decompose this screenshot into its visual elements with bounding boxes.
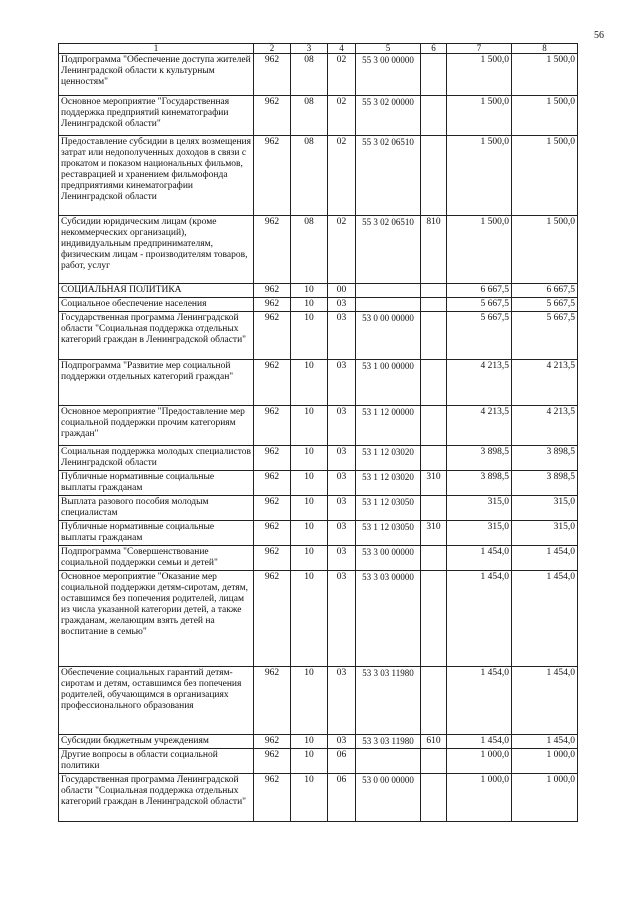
table-header-row — [59, 44, 578, 54]
table-row — [59, 667, 578, 735]
admin-code-cell: 962 — [254, 312, 291, 360]
subsection-cell: 06 — [328, 749, 356, 774]
header-cell: 4 — [328, 44, 356, 54]
table-row — [59, 136, 578, 216]
target-article-cell: 55 3 02 06510 — [356, 216, 421, 284]
row-name-cell: Социальная поддержка молодых специалистов Ленинградской области — [59, 446, 254, 471]
subsection-cell: 03 — [328, 571, 356, 667]
expense-type-cell — [421, 284, 447, 298]
admin-code-cell: 962 — [254, 284, 291, 298]
table-row — [59, 312, 578, 360]
section-cell: 10 — [291, 471, 328, 496]
target-article-cell: 53 1 12 03020 — [356, 471, 421, 496]
table-row — [59, 735, 578, 749]
header-cell: 1 — [59, 44, 254, 54]
section-cell: 10 — [291, 446, 328, 471]
table-row — [59, 360, 578, 406]
row-name-cell: Обеспечение социальных гарантий детям-сиротам и детям, оставшимся без попечения родителей, обучающимся в организациях профессионального образования — [59, 667, 254, 735]
header-cell: 3 — [291, 44, 328, 54]
target-article-cell: 53 0 00 00000 — [356, 312, 421, 360]
amount-year1-cell: 1 454,0 — [447, 667, 512, 735]
admin-code-cell: 962 — [254, 446, 291, 471]
admin-code-cell: 962 — [254, 546, 291, 571]
expense-type-cell — [421, 774, 447, 822]
expense-type-cell — [421, 546, 447, 571]
admin-code-cell: 962 — [254, 571, 291, 667]
header-cell: 7 — [447, 44, 512, 54]
table-row — [59, 774, 578, 822]
admin-code-cell: 962 — [254, 667, 291, 735]
subsection-cell: 02 — [328, 136, 356, 216]
table-row — [59, 284, 578, 298]
target-article-cell — [356, 749, 421, 774]
admin-code-cell: 962 — [254, 471, 291, 496]
section-cell: 08 — [291, 96, 328, 136]
subsection-cell: 02 — [328, 54, 356, 96]
subsection-cell: 03 — [328, 298, 356, 312]
expense-type-cell — [421, 749, 447, 774]
row-name-cell: СОЦИАЛЬНАЯ ПОЛИТИКА — [59, 284, 254, 298]
expense-type-cell — [421, 298, 447, 312]
row-name-cell: Выплата разового пособия молодым специалистам — [59, 496, 254, 521]
target-article-cell: 55 3 02 00000 — [356, 96, 421, 136]
amount-year1-cell: 1 000,0 — [447, 749, 512, 774]
amount-year2-cell: 1 454,0 — [512, 735, 578, 749]
amount-year1-cell: 315,0 — [447, 521, 512, 546]
amount-year2-cell: 4 213,5 — [512, 406, 578, 446]
amount-year1-cell: 1 500,0 — [447, 216, 512, 284]
target-article-cell: 53 1 00 00000 — [356, 360, 421, 406]
table-row — [59, 496, 578, 521]
amount-year2-cell: 315,0 — [512, 496, 578, 521]
section-cell: 10 — [291, 298, 328, 312]
section-cell: 10 — [291, 571, 328, 667]
row-name-cell: Публичные нормативные социальные выплаты гражданам — [59, 471, 254, 496]
expense-type-cell: 310 — [421, 471, 447, 496]
expense-type-cell — [421, 571, 447, 667]
subsection-cell: 03 — [328, 446, 356, 471]
section-cell: 10 — [291, 735, 328, 749]
target-article-cell: 53 3 03 11980 — [356, 667, 421, 735]
amount-year1-cell: 3 898,5 — [447, 471, 512, 496]
expense-type-cell — [421, 446, 447, 471]
page-number: 56 — [594, 30, 604, 41]
admin-code-cell: 962 — [254, 749, 291, 774]
table-row — [59, 216, 578, 284]
section-cell: 10 — [291, 496, 328, 521]
expense-type-cell — [421, 496, 447, 521]
header-cell: 8 — [512, 44, 578, 54]
header-cell: 2 — [254, 44, 291, 54]
subsection-cell: 03 — [328, 471, 356, 496]
amount-year1-cell: 1 500,0 — [447, 96, 512, 136]
table-row — [59, 471, 578, 496]
header-cell: 5 — [356, 44, 421, 54]
table-row — [59, 54, 578, 96]
amount-year1-cell: 315,0 — [447, 496, 512, 521]
target-article-cell — [356, 298, 421, 312]
admin-code-cell: 962 — [254, 96, 291, 136]
admin-code-cell: 962 — [254, 774, 291, 822]
subsection-cell: 03 — [328, 735, 356, 749]
table-row — [59, 571, 578, 667]
amount-year1-cell: 1 500,0 — [447, 54, 512, 96]
amount-year1-cell: 1 500,0 — [447, 136, 512, 216]
target-article-cell — [356, 284, 421, 298]
expense-type-cell — [421, 406, 447, 446]
amount-year2-cell: 315,0 — [512, 521, 578, 546]
subsection-cell: 03 — [328, 521, 356, 546]
amount-year2-cell: 6 667,5 — [512, 284, 578, 298]
row-name-cell: Публичные нормативные социальные выплаты гражданам — [59, 521, 254, 546]
admin-code-cell: 962 — [254, 521, 291, 546]
expense-type-cell: 310 — [421, 521, 447, 546]
admin-code-cell: 962 — [254, 406, 291, 446]
admin-code-cell: 962 — [254, 496, 291, 521]
section-cell: 10 — [291, 406, 328, 446]
target-article-cell: 53 1 12 03020 — [356, 446, 421, 471]
subsection-cell: 02 — [328, 96, 356, 136]
target-article-cell: 53 1 12 03050 — [356, 521, 421, 546]
amount-year2-cell: 1 500,0 — [512, 216, 578, 284]
admin-code-cell: 962 — [254, 735, 291, 749]
amount-year1-cell: 4 213,5 — [447, 406, 512, 446]
amount-year1-cell: 5 667,5 — [447, 298, 512, 312]
amount-year2-cell: 1 000,0 — [512, 774, 578, 822]
amount-year2-cell: 5 667,5 — [512, 312, 578, 360]
section-cell: 10 — [291, 521, 328, 546]
section-cell: 10 — [291, 774, 328, 822]
target-article-cell: 55 3 00 00000 — [356, 54, 421, 96]
table-row — [59, 546, 578, 571]
amount-year1-cell: 1 454,0 — [447, 735, 512, 749]
amount-year2-cell: 3 898,5 — [512, 446, 578, 471]
subsection-cell: 03 — [328, 496, 356, 521]
section-cell: 10 — [291, 312, 328, 360]
section-cell: 08 — [291, 216, 328, 284]
admin-code-cell: 962 — [254, 136, 291, 216]
table-row — [59, 446, 578, 471]
row-name-cell: Предоставление субсидии в целях возмещения затрат или недополученных доходов в связи с прокатом и показом национальных фильмов, реставрацией и хранением фильмофонда предприятиями кинематографии Ленинградской области — [59, 136, 254, 216]
target-article-cell: 53 1 12 03050 — [356, 496, 421, 521]
row-name-cell: Другие вопросы в области социальной политики — [59, 749, 254, 774]
admin-code-cell: 962 — [254, 216, 291, 284]
admin-code-cell: 962 — [254, 298, 291, 312]
row-name-cell: Субсидии бюджетным учреждениям — [59, 735, 254, 749]
expense-type-cell — [421, 96, 447, 136]
table-row — [59, 749, 578, 774]
target-article-cell: 55 3 02 06510 — [356, 136, 421, 216]
subsection-cell: 03 — [328, 360, 356, 406]
subsection-cell: 00 — [328, 284, 356, 298]
amount-year1-cell: 6 667,5 — [447, 284, 512, 298]
section-cell: 10 — [291, 749, 328, 774]
subsection-cell: 03 — [328, 546, 356, 571]
amount-year2-cell: 1 000,0 — [512, 749, 578, 774]
admin-code-cell: 962 — [254, 54, 291, 96]
target-article-cell: 53 3 03 11980 — [356, 735, 421, 749]
subsection-cell: 06 — [328, 774, 356, 822]
amount-year2-cell: 5 667,5 — [512, 298, 578, 312]
row-name-cell: Субсидии юридическим лицам (кроме некоммерческих организаций), индивидуальным предпринимателям, физическим лицам - производителям товаров, работ, услуг — [59, 216, 254, 284]
row-name-cell: Основное мероприятие "Государственная поддержка предприятий кинематографии Ленинградской области" — [59, 96, 254, 136]
section-cell: 10 — [291, 667, 328, 735]
amount-year1-cell: 5 667,5 — [447, 312, 512, 360]
subsection-cell: 03 — [328, 406, 356, 446]
row-name-cell: Подпрограмма "Обеспечение доступа жителей Ленинградской области к культурным ценностям" — [59, 54, 254, 96]
amount-year1-cell: 3 898,5 — [447, 446, 512, 471]
target-article-cell: 53 0 00 00000 — [356, 774, 421, 822]
target-article-cell: 53 1 12 00000 — [356, 406, 421, 446]
table-row — [59, 96, 578, 136]
amount-year2-cell: 1 454,0 — [512, 667, 578, 735]
section-cell: 08 — [291, 54, 328, 96]
section-cell: 10 — [291, 360, 328, 406]
amount-year2-cell: 1 454,0 — [512, 546, 578, 571]
budget-table — [58, 43, 578, 822]
amount-year1-cell: 1 454,0 — [447, 571, 512, 667]
amount-year2-cell: 1 500,0 — [512, 136, 578, 216]
subsection-cell: 03 — [328, 667, 356, 735]
subsection-cell: 02 — [328, 216, 356, 284]
amount-year2-cell: 3 898,5 — [512, 471, 578, 496]
amount-year1-cell: 1 000,0 — [447, 774, 512, 822]
row-name-cell: Подпрограмма "Совершенствование социальной поддержки семьи и детей" — [59, 546, 254, 571]
section-cell: 08 — [291, 136, 328, 216]
expense-type-cell: 610 — [421, 735, 447, 749]
row-name-cell: Государственная программа Ленинградской области "Социальная поддержка отдельных категорий граждан в Ленинградской области" — [59, 774, 254, 822]
section-cell: 10 — [291, 546, 328, 571]
header-cell: 6 — [421, 44, 447, 54]
expense-type-cell — [421, 54, 447, 96]
expense-type-cell: 810 — [421, 216, 447, 284]
expense-type-cell — [421, 667, 447, 735]
subsection-cell: 03 — [328, 312, 356, 360]
expense-type-cell — [421, 360, 447, 406]
table-row — [59, 521, 578, 546]
amount-year2-cell: 1 500,0 — [512, 54, 578, 96]
target-article-cell: 53 3 00 00000 — [356, 546, 421, 571]
row-name-cell: Основное мероприятие "Оказание мер социальной поддержки детям-сиротам, детям, оставшимся без попечения родителей, лицам из числа указанной категории детей, а также гражданам, желающим взять детей на воспитание в семью" — [59, 571, 254, 667]
amount-year2-cell: 1 454,0 — [512, 571, 578, 667]
table-row — [59, 298, 578, 312]
row-name-cell: Социальное обеспечение населения — [59, 298, 254, 312]
row-name-cell: Государственная программа Ленинградской области "Социальная поддержка отдельных категорий граждан в Ленинградской области" — [59, 312, 254, 360]
amount-year2-cell: 4 213,5 — [512, 360, 578, 406]
row-name-cell: Основное мероприятие "Предоставление мер социальной поддержки прочим категориям граждан" — [59, 406, 254, 446]
amount-year2-cell: 1 500,0 — [512, 96, 578, 136]
expense-type-cell — [421, 136, 447, 216]
target-article-cell: 53 3 03 00000 — [356, 571, 421, 667]
expense-type-cell — [421, 312, 447, 360]
admin-code-cell: 962 — [254, 360, 291, 406]
amount-year1-cell: 4 213,5 — [447, 360, 512, 406]
table-row — [59, 406, 578, 446]
amount-year1-cell: 1 454,0 — [447, 546, 512, 571]
section-cell: 10 — [291, 284, 328, 298]
row-name-cell: Подпрограмма "Развитие мер социальной поддержки отдельных категорий граждан" — [59, 360, 254, 406]
